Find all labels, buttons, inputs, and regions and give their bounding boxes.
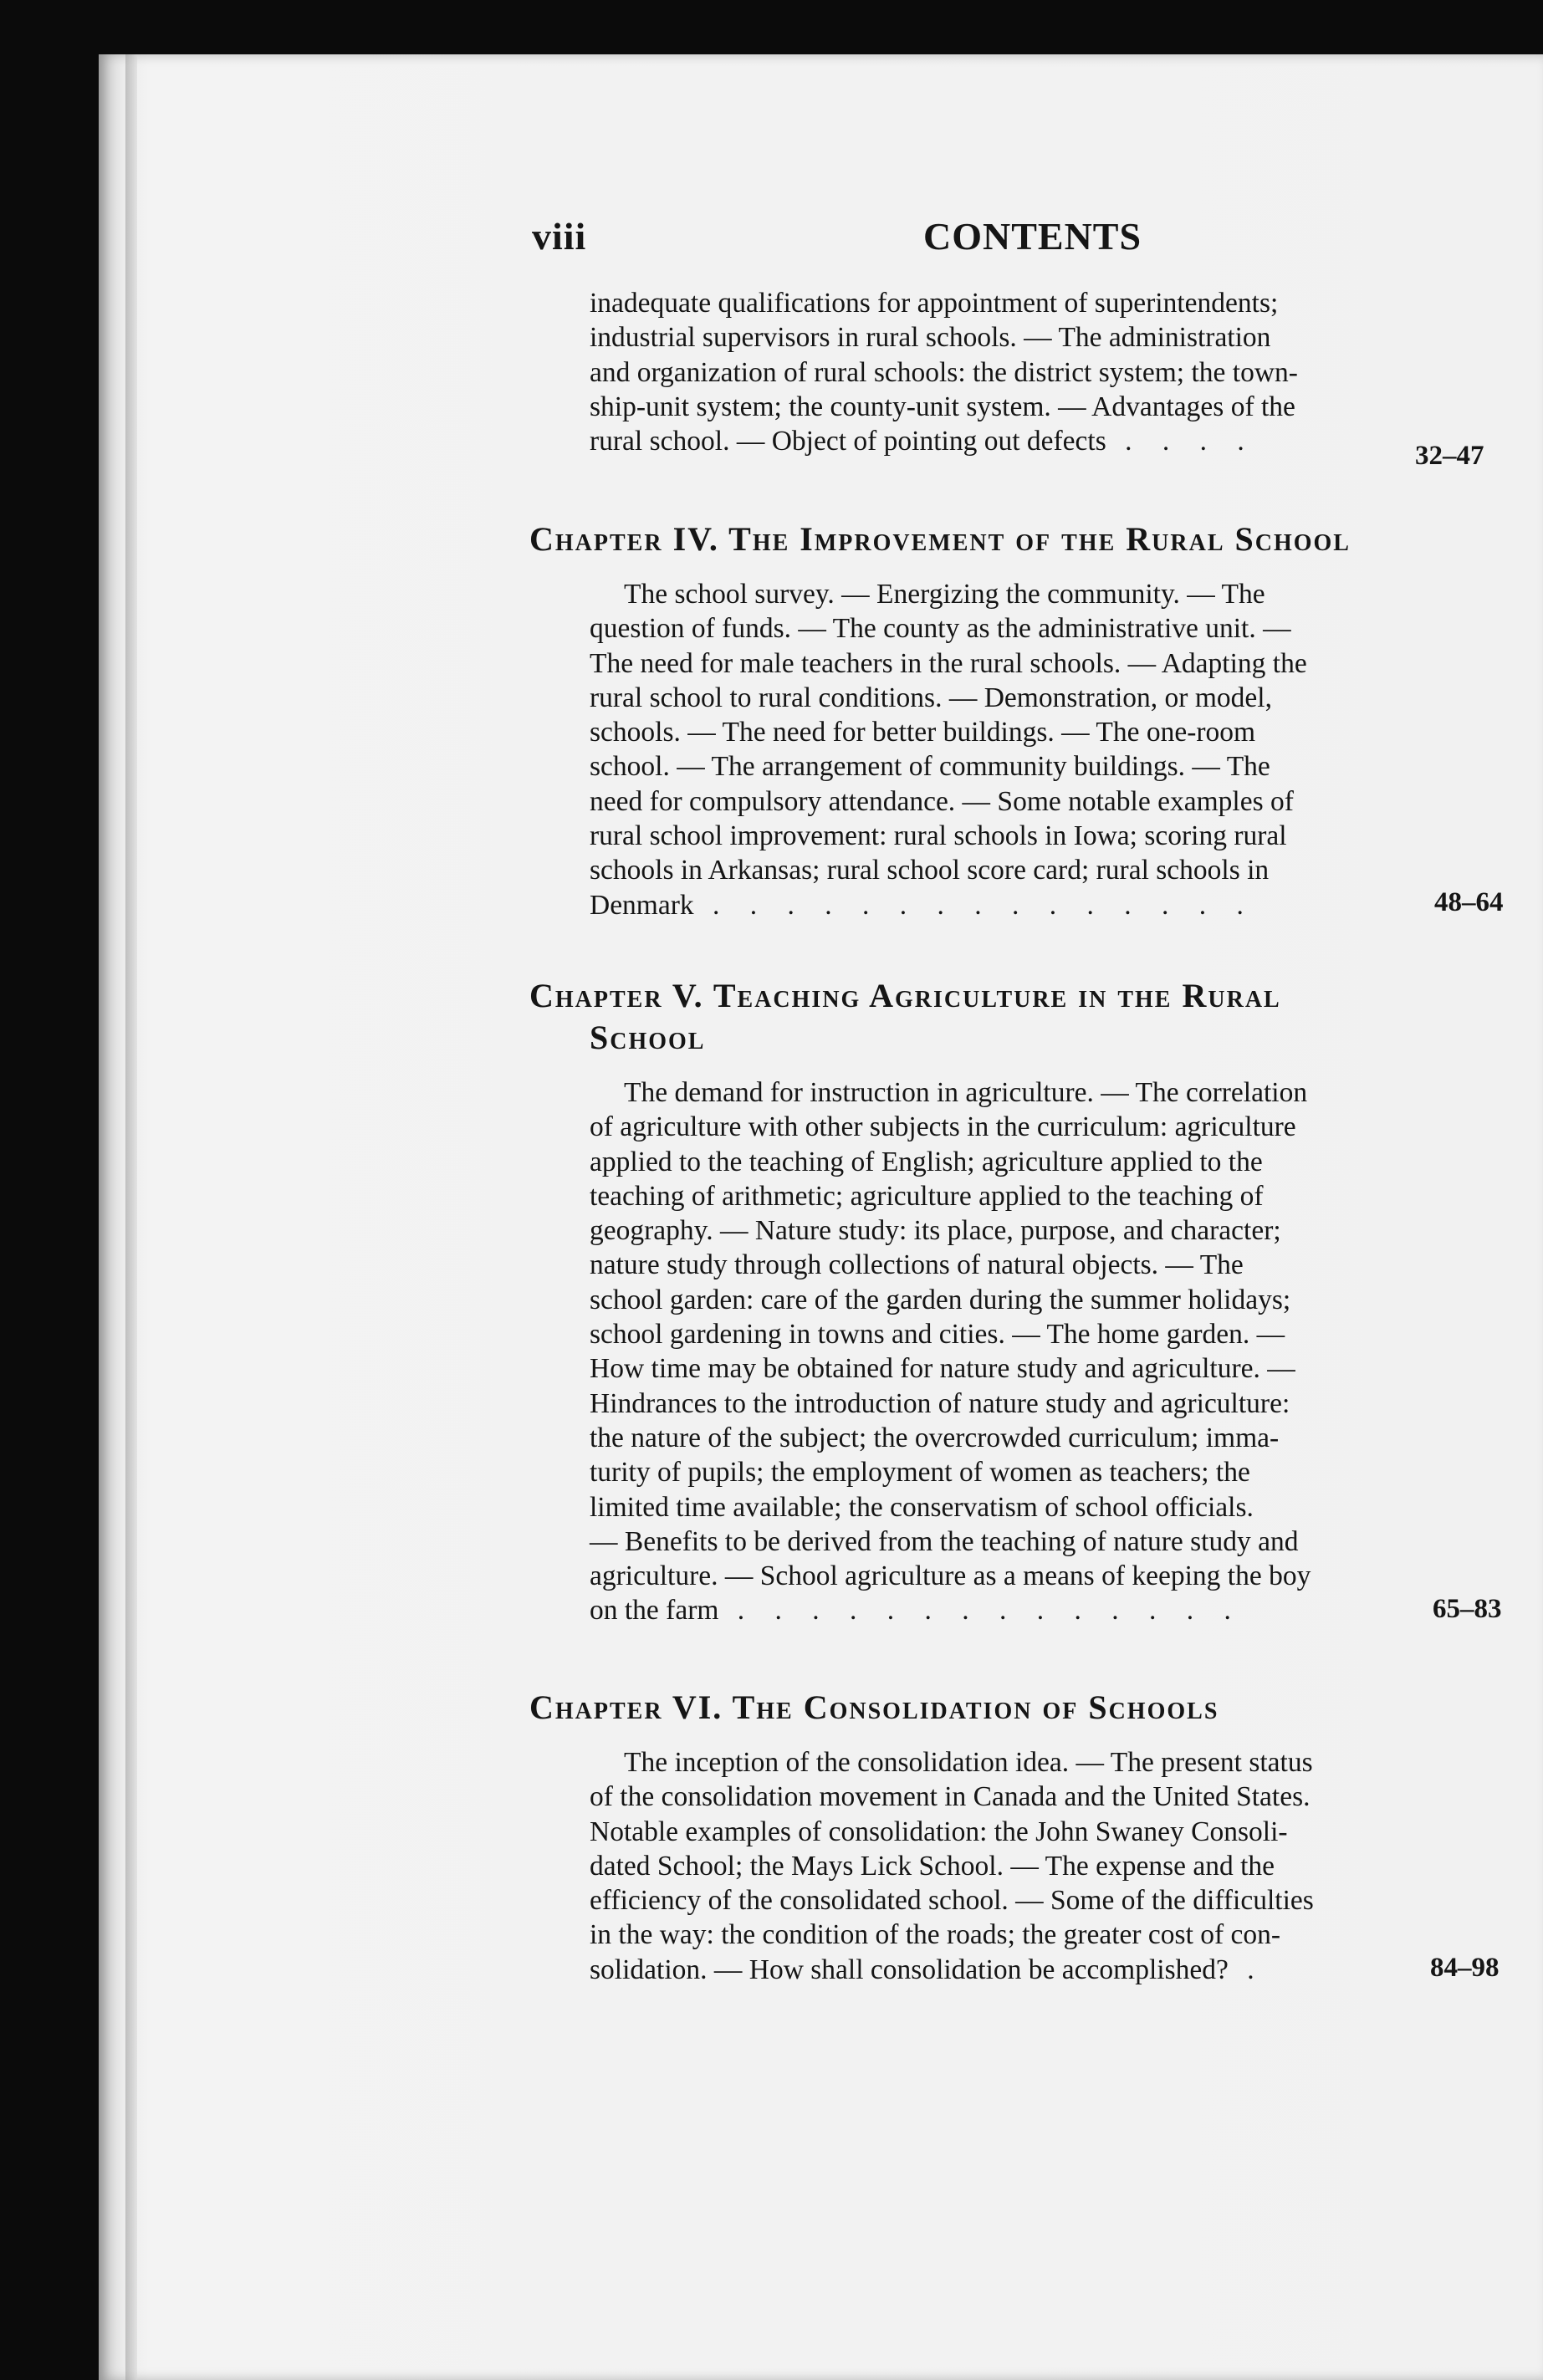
- text-line: How time may be obtained for nature study and agriculture. —: [590, 1353, 1295, 1385]
- text-line: dated School; the Mays Lick School. — The expense and the: [590, 1850, 1275, 1882]
- chapter-3-continuation: [590, 286, 1459, 458]
- text-line: the nature of the subject; the overcrowded curriculum; imma-: [590, 1422, 1280, 1453]
- page-range: 84–98: [1430, 1953, 1500, 1983]
- page-range: 65–83: [1433, 1594, 1502, 1624]
- page-range: 48–64: [1434, 887, 1504, 917]
- chapter-title: Chapter IV. The Improvement of the Rural School: [529, 520, 1351, 558]
- text-line: school gardening in towns and cities. — The home garden. —: [590, 1319, 1285, 1351]
- text-line: The inception of the consolidation idea. — The present status: [624, 1747, 1313, 1778]
- page-number-folio: viii: [532, 215, 587, 258]
- text-line: turity of pupils; the employment of women as teachers; the: [590, 1457, 1250, 1489]
- final-line: [590, 1593, 1459, 1627]
- chapter-4-summary: [590, 577, 1459, 922]
- final-line: [590, 888, 1459, 922]
- text-line: in the way: the condition of the roads; the greater cost of con-: [590, 1919, 1281, 1951]
- final-line: [590, 424, 1459, 458]
- text-line: rural school to rural conditions. — Demonstration, or model,: [590, 682, 1272, 713]
- text-line: rural school. — Object of pointing out defects: [590, 426, 1106, 457]
- text-line: question of funds. — The county as the administrative unit. —: [590, 613, 1291, 645]
- text-line: agriculture. — School agriculture as a means of keeping the boy: [590, 1560, 1311, 1592]
- text-line: school garden: care of the garden during the summer holidays;: [590, 1284, 1291, 1315]
- dot-leaders: . . . . . . . . . . . . . .: [718, 1595, 1243, 1627]
- text-line: efficiency of the consolidated school. — Some of the difficulties: [590, 1885, 1314, 1917]
- page-header: [532, 214, 1484, 264]
- text-line: teaching of arithmetic; agriculture applied to the teaching of: [590, 1180, 1264, 1212]
- text-line: of the consolidation movement in Canada and the United States.: [590, 1781, 1311, 1813]
- chapter-6-summary: [590, 1745, 1459, 1987]
- dot-leaders: .: [1228, 1954, 1266, 1985]
- text-line: geography. — Nature study: its place, purpose, and character;: [590, 1215, 1281, 1247]
- dot-leaders: . . . .: [1106, 426, 1256, 457]
- chapter-5-heading: [529, 975, 1466, 1059]
- text-line: Denmark: [590, 889, 694, 921]
- chapter-title: Chapter VI. The Consolidation of Schools: [529, 1688, 1219, 1726]
- text-line: ship-unit system; the county-unit system. — Advantages of the: [590, 391, 1295, 422]
- text-line: schools. — The need for better buildings. — The one-room: [590, 717, 1256, 748]
- text-line: Notable examples of consolidation: the John Swaney Consoli-: [590, 1816, 1288, 1847]
- dot-leaders: . . . . . . . . . . . . . . .: [693, 889, 1255, 921]
- text-line: solidation. — How shall consolidation be accomplished?: [590, 1954, 1229, 1985]
- text-line: The demand for instruction in agriculture. — The correlation: [624, 1077, 1308, 1108]
- text-line: on the farm: [590, 1595, 719, 1627]
- text-line: school. — The arrangement of community buildings. — The: [590, 751, 1270, 783]
- text-line: The need for male teachers in the rural schools. — Adapting the: [590, 647, 1307, 679]
- text-line: Hindrances to the introduction of nature study and agriculture:: [590, 1387, 1290, 1419]
- running-title: CONTENTS: [923, 215, 1142, 258]
- text-line: schools in Arkansas; rural school score card; rural schools in: [590, 855, 1270, 886]
- text-line: applied to the teaching of English; agriculture applied to the: [590, 1146, 1263, 1177]
- text-line: of agriculture with other subjects in the curriculum: agriculture: [590, 1111, 1296, 1143]
- text-line: The school survey. — Energizing the community. — The: [624, 579, 1265, 610]
- page-range: 32–47: [1415, 441, 1484, 471]
- chapter-4-heading: [529, 518, 1466, 560]
- text-line: industrial supervisors in rural schools. — The administration: [590, 322, 1271, 354]
- text-line: — Benefits to be derived from the teaching of nature study and: [590, 1525, 1299, 1557]
- text-line: limited time available; the conservatism of school officials.: [590, 1491, 1254, 1523]
- chapter-5-summary: [590, 1075, 1459, 1628]
- chapter-title: Chapter V. Teaching Agriculture in the Rural: [529, 977, 1281, 1014]
- text-line: and organization of rural schools: the district system; the town-: [590, 356, 1298, 388]
- final-line: [590, 1953, 1459, 1987]
- chapter-title-continued: School: [590, 1019, 706, 1056]
- text-line: need for compulsory attendance. — Some notable examples of: [590, 785, 1294, 817]
- text-line: nature study through collections of natural objects. — The: [590, 1249, 1244, 1281]
- text-line: rural school improvement: rural schools in Iowa; scoring rural: [590, 820, 1287, 852]
- chapter-6-heading: [529, 1687, 1466, 1729]
- text-line: inadequate qualifications for appointment of superintendents;: [590, 288, 1279, 319]
- page-edge: [125, 54, 137, 2380]
